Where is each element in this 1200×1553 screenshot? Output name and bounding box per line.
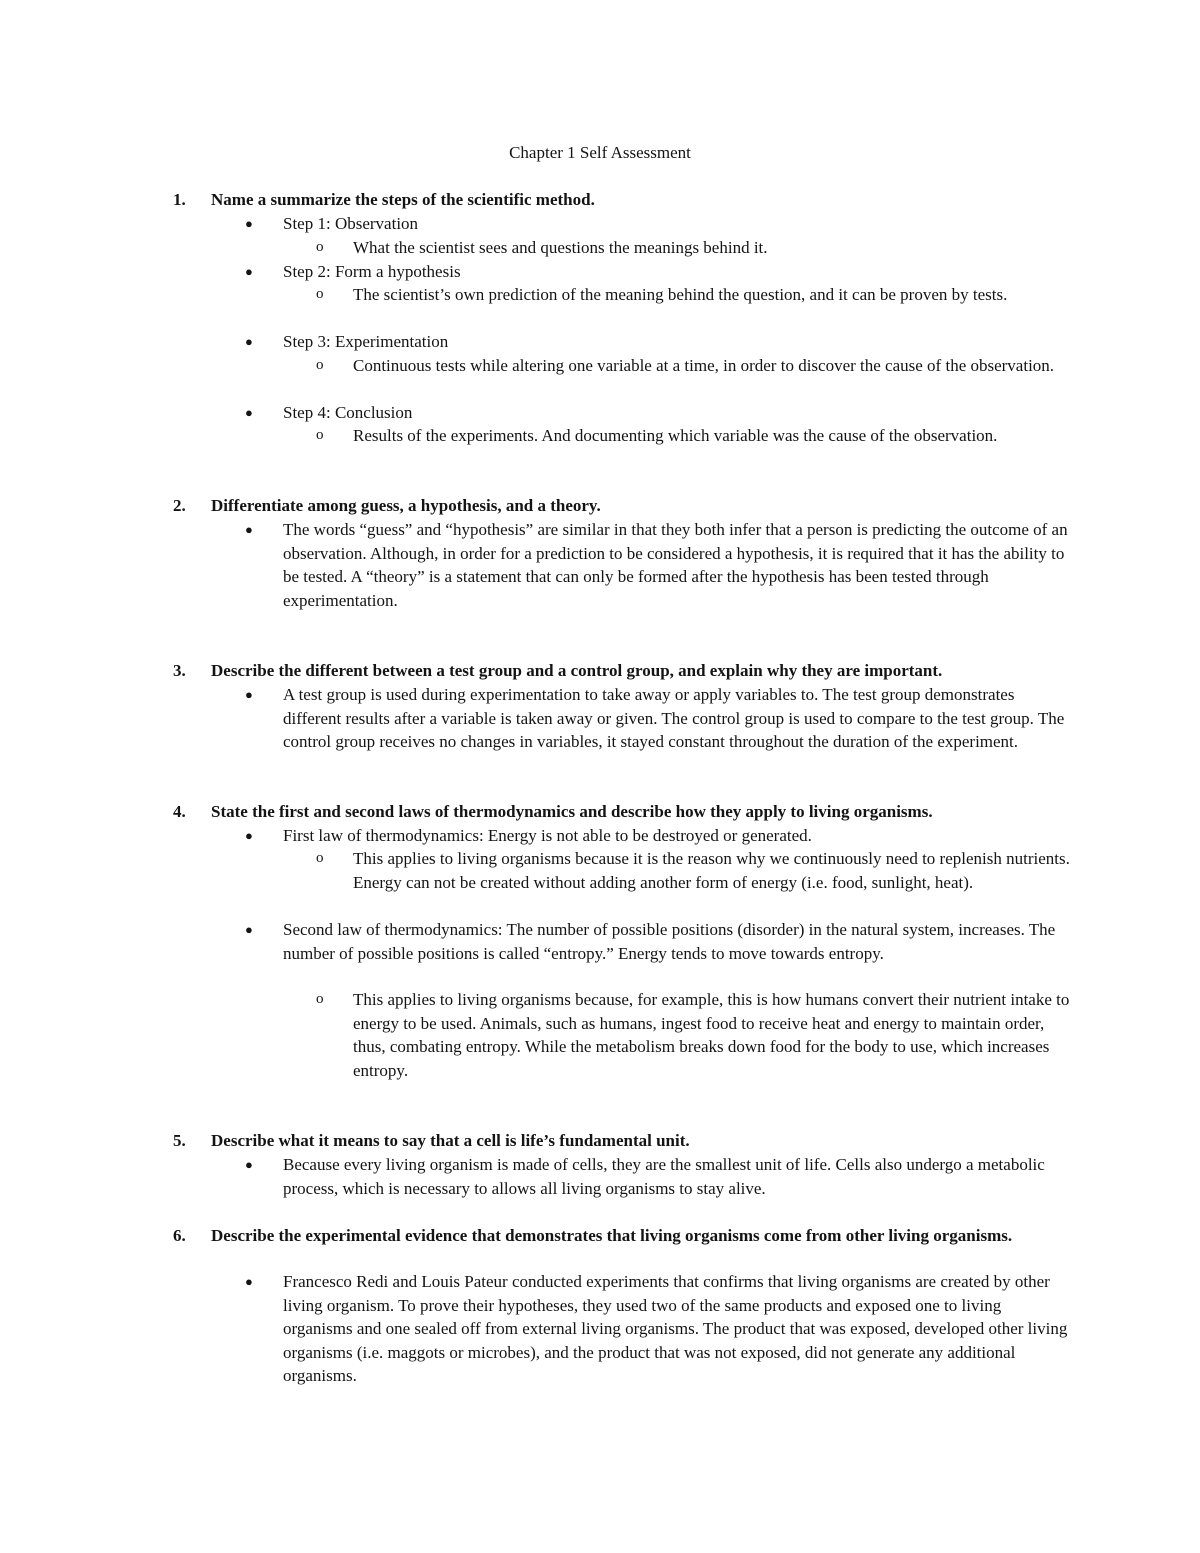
question-number: 4. — [173, 802, 186, 821]
question-number: 2. — [173, 496, 186, 515]
question-text: State the first and second laws of thermodynamics and describe how they apply to living organisms. — [211, 802, 933, 821]
sub-bullet-icon: o — [316, 239, 324, 255]
sub-bullet-icon: o — [316, 357, 324, 373]
question-text: Describe the different between a test group and a control group, and explain why they are important. — [211, 661, 943, 680]
bullet-icon: ● — [245, 828, 253, 843]
question-number: 1. — [173, 190, 186, 209]
sub-bullet-icon: o — [316, 286, 324, 302]
page-title: Chapter 1 Self Assessment — [509, 143, 691, 162]
question-text: Name a summarize the steps of the scientific method. — [211, 190, 595, 209]
bullet-icon: ● — [245, 1274, 253, 1289]
bullet-icon: ● — [245, 264, 253, 279]
sub-bullet-icon: o — [316, 991, 324, 1007]
bullet-icon: ● — [245, 687, 253, 702]
question-text: Differentiate among guess, a hypothesis, and a theory. — [211, 496, 601, 515]
question-number: 3. — [173, 661, 186, 680]
sub-bullet-icon: o — [316, 850, 324, 866]
bullet-icon: ● — [245, 405, 253, 420]
question-text: Describe the experimental evidence that demonstrates that living organisms come from other living organisms. — [211, 1226, 1013, 1245]
bullet-icon: ● — [245, 216, 253, 231]
question-number: 5. — [173, 1131, 186, 1150]
document-page: Chapter 1 Self Assessment 1. Name a summarize the steps of the scientific method. ● Step 1: Observation o What the scientist sees and questions the meanings behind it. ● Step 2: Form a hypothesis o The scientist’s own prediction of the meaning behind the question, and it can be proven by tests. ● Step 3: Experimentation o Continuous tests while altering one variable at a time, in order to discover the cause of the observation. ● Step 4: Conclusion o Results of the experiments. And documenting which variable was the cause of the observation. 2. Differentiate among guess, a hypothesis, and a theory. ● The words “guess” and “hypothesis” are similar in that they both infer that a person is predicting the outcome of an observation. Although, in order for a prediction to be considered a hypothesis, it is required that it has the ability to be tested. A “theory” is a statement that can only be formed after the hypothesis has been tested through experimentation. 3. Describe the different between a test group and a control group, and explain why they are important. ● A test group is used during experimentation to take away or apply variables to. The test group demonstrates different results after a variable is taken away or given. The control group is used to compare to the test group. The control group receives no changes in variables, it stayed constant throughout the duration of the experiment. 4. State the first and second laws of thermodynamics and describe how they apply to living organisms. ● First law of thermodynamics: Energy is not able to be destroyed or generated. o This applies to living organisms because it is the reason why we continuously need to replenish nutrients. Energy can not be created without adding another form of energy (i.e. food, sunlight, heat). ● Second law of thermodynamics: The number of possible positions (disorder) in the natural system, increases. The number of possible positions is called “entropy.” Energy tends to move towards entropy. o This applies to living organisms because, for example, this is how humans convert their nutrient intake to energy to be used. Animals, such as humans, ingest food to receive heat and energy to maintain order, thus, combating entropy. While the metabolism breaks down food for the body to use, which increases entropy. 5. Describe what it means to say that a cell is life’s fundamental unit. ● Because every living organism is made of cells, they are the smallest unit of life. Cells also undergo a metabolic process, which is necessary to allows all living organisms to stay alive. 6. Describe the experimental evidence that demonstrates that living organisms come from other living organisms. ● Francesco Redi and Louis Pateur conducted experiments that confirms that living organisms are created by other living organism. To prove their hypotheses, they used two of the same products and exposed one to living organisms and one sealed off from external living organisms. The product that was exposed, developed other living organisms (i.e. maggots or microbes), and the product that was not exposed, did not generate any additional organisms. — [0, 0, 1200, 1553]
sub-bullet-icon: o — [316, 427, 324, 443]
bullet-icon: ● — [245, 1157, 253, 1172]
bullet-icon: ● — [245, 334, 253, 349]
question-number: 6. — [173, 1226, 186, 1245]
question-text: Describe what it means to say that a cell is life’s fundamental unit. — [211, 1131, 690, 1150]
bullet-icon: ● — [245, 522, 253, 537]
bullet-icon: ● — [245, 922, 253, 937]
